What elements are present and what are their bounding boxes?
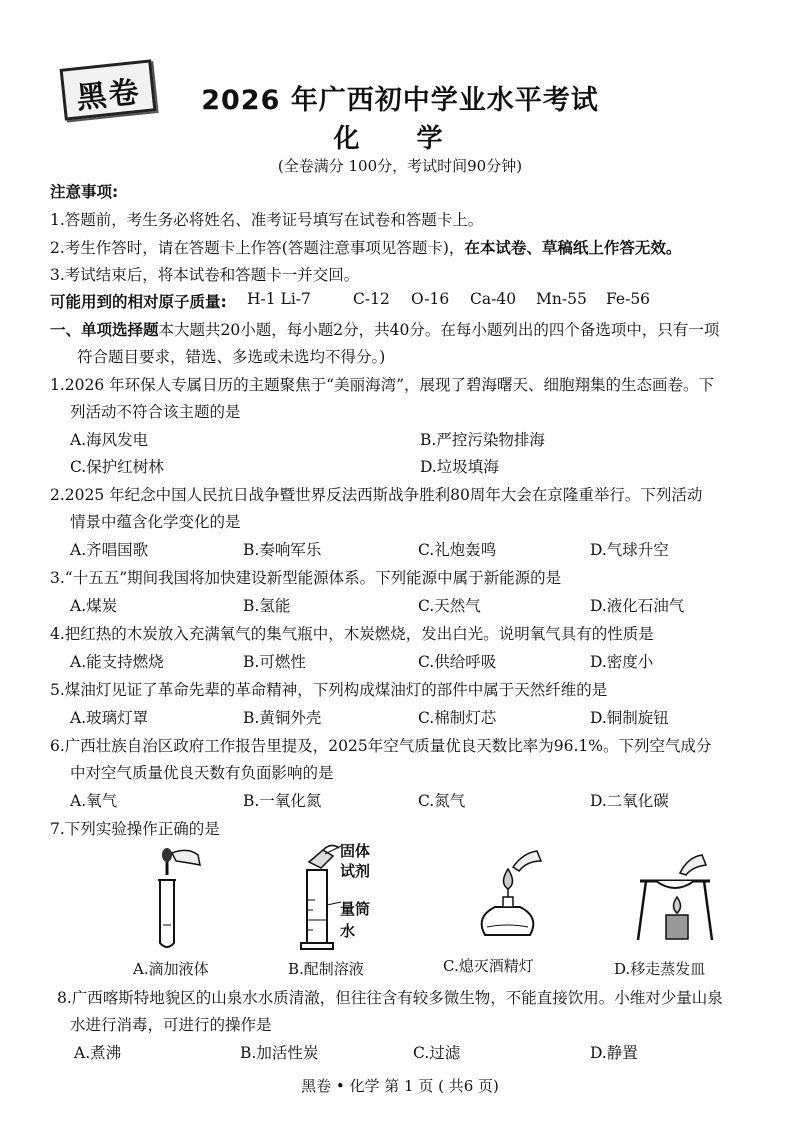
- q1-option-a: A.海风发电: [70, 431, 149, 449]
- atomic-mass-3: Ca-40: [470, 290, 517, 308]
- section-1-intro: [50, 318, 719, 340]
- figure-c-alcohol-lamp: [465, 845, 560, 945]
- q6-option-a: A.氧气: [70, 792, 118, 810]
- q3-option-a: A.煤炭: [70, 597, 118, 615]
- note-item-1: 1.答题前，考生务必将姓名、准考证号填写在试卷和答题卡上。: [50, 211, 484, 229]
- notes-heading: 注意事项:: [50, 183, 119, 201]
- section-1-intro-line2: 符合题目要求，错选、多选或未选均不得分。): [77, 348, 386, 366]
- q8-option-b: B.加活性炭: [240, 1044, 319, 1062]
- q6-option-c: C.氮气: [418, 792, 466, 810]
- note-item-3: 3.考试结束后，将本试卷和答题卡一并交回。: [50, 266, 360, 284]
- q8-option-d: D.静置: [590, 1044, 638, 1062]
- note-item-2-bold: 在本试卷、草稿纸上作答无效。: [464, 239, 682, 257]
- q5-option-d: D.铜制旋钮: [590, 709, 669, 727]
- figure-b-label-solid: 固体: [340, 842, 371, 860]
- q6-option-b: B.一氧化氮: [243, 792, 322, 810]
- q7-stem: 7.下列实验操作正确的是: [50, 820, 220, 838]
- q1-option-b: B.严控污染物排海: [420, 431, 545, 449]
- q8-stem-line1: 8.广西喀斯特地貌区的山泉水水质清澈，但往往含有较多微生物，不能直接饮用。小维对少量山泉: [57, 989, 723, 1007]
- q1-stem-line1: 1.2026 年环保人专属日历的主题聚焦于“美丽海湾”，展现了碧海曙天、细胞翔集的生态画卷。下: [50, 376, 715, 394]
- q2-option-b: B.奏响军乐: [243, 541, 322, 559]
- subject-title: 化 学: [333, 124, 467, 154]
- exam-title: 2026 年广西初中学业水平考试: [201, 85, 599, 116]
- q3-option-b: B.氢能: [243, 597, 291, 615]
- q4-option-d: D.密度小: [590, 653, 654, 671]
- q6-stem-line2: 中对空气质量优良天数有负面影响的是: [70, 764, 334, 782]
- q4-option-b: B.可燃性: [243, 653, 306, 671]
- q2-stem-line2: 情景中蕴含化学变化的是: [70, 513, 241, 531]
- q5-stem: 5.煤油灯见证了革命先辈的革命精神，下列构成煤油灯的部件中属于天然纤维的是: [50, 681, 608, 699]
- q1-stem-line2: 列活动不符合该主题的是: [70, 403, 241, 421]
- q8-option-a: A.煮沸: [74, 1044, 122, 1062]
- q4-option-c: C.供给呼吸: [418, 653, 497, 671]
- q8-stem-line2: 水进行消毒，可进行的操作是: [70, 1016, 272, 1034]
- q3-stem: 3.“十五五”期间我国将加快建设新型能源体系。下列能源中属于新能源的是: [50, 569, 562, 587]
- atomic-mass-1: C-12: [353, 290, 390, 308]
- atomic-mass-2: O-16: [411, 290, 450, 308]
- q1-option-d: D.垃圾填海: [420, 458, 499, 476]
- page-footer: 黑卷 • 化学 第 1 页 ( 共6 页): [301, 1077, 499, 1095]
- q5-option-a: A.玻璃灯罩: [70, 709, 149, 727]
- note-item-2-text: 2.考生作答时，请在答题卡上作答(答题注意事项见答题卡)，: [50, 239, 465, 257]
- q5-option-c: C.棉制灯芯: [418, 709, 497, 727]
- atomic-mass-0: H-1 Li-7: [247, 290, 311, 308]
- q7-option-c: C.熄灭酒精灯: [443, 957, 534, 975]
- q6-stem-line1: 6.广西壮族自治区政府工作报告里提及，2025年空气质量优良天数比率为96.1%。下列空气成分: [50, 737, 712, 755]
- q6-option-d: D.二氧化碳: [590, 792, 669, 810]
- q1-option-c: C.保护红树林: [70, 458, 164, 476]
- figure-b-label-reagent: 试剂: [340, 862, 371, 880]
- q2-option-c: C.礼炮轰鸣: [418, 541, 497, 559]
- atomic-mass-5: Fe-56: [606, 290, 651, 308]
- q2-option-d: D.气球升空: [590, 541, 669, 559]
- q2-stem-line1: 2.2025 年纪念中国人民抗日战争暨世界反法西斯战争胜利80周年大会在京隆重举行。下列活动: [50, 486, 703, 504]
- q8-option-c: C.过滤: [413, 1044, 461, 1062]
- section-1-heading: 一、单项选择题: [50, 321, 159, 339]
- note-item-2: [50, 236, 681, 258]
- q3-option-c: C.天然气: [418, 597, 481, 615]
- q7-option-d: D.移走蒸发皿: [614, 960, 706, 978]
- q7-option-b: B.配制溶液: [288, 960, 364, 978]
- figure-b-label-cylinder: 量筒: [340, 900, 371, 918]
- q5-option-b: B.黄铜外壳: [243, 709, 322, 727]
- section-1-intro-line1: 本大题共20小题，每小题2分，共40分。在每小题列出的四个备选项中，只有一项: [158, 321, 720, 339]
- q3-option-d: D.液化石油气: [590, 597, 685, 615]
- q2-option-a: A.齐唱国歌: [70, 541, 149, 559]
- q4-stem: 4.把红热的木炭放入充满氧气的集气瓶中，木炭燃烧，发出白光。说明氧气具有的性质是: [50, 625, 654, 643]
- q4-option-a: A.能支持燃烧: [70, 653, 164, 671]
- figure-a-dropper-test-tube: [140, 845, 220, 955]
- atomic-mass-label: 可能用到的相对原子质量:: [50, 293, 227, 311]
- figure-d-evaporating-dish: [628, 845, 723, 945]
- q7-option-a: A.滴加液体: [133, 960, 209, 978]
- full-mark-note: (全卷满分 100分，考试时间90分钟): [277, 157, 523, 175]
- stamp-text: 黑卷: [74, 74, 143, 117]
- figure-b-label-water: 水: [340, 922, 356, 940]
- atomic-mass-4: Mn-55: [536, 290, 587, 308]
